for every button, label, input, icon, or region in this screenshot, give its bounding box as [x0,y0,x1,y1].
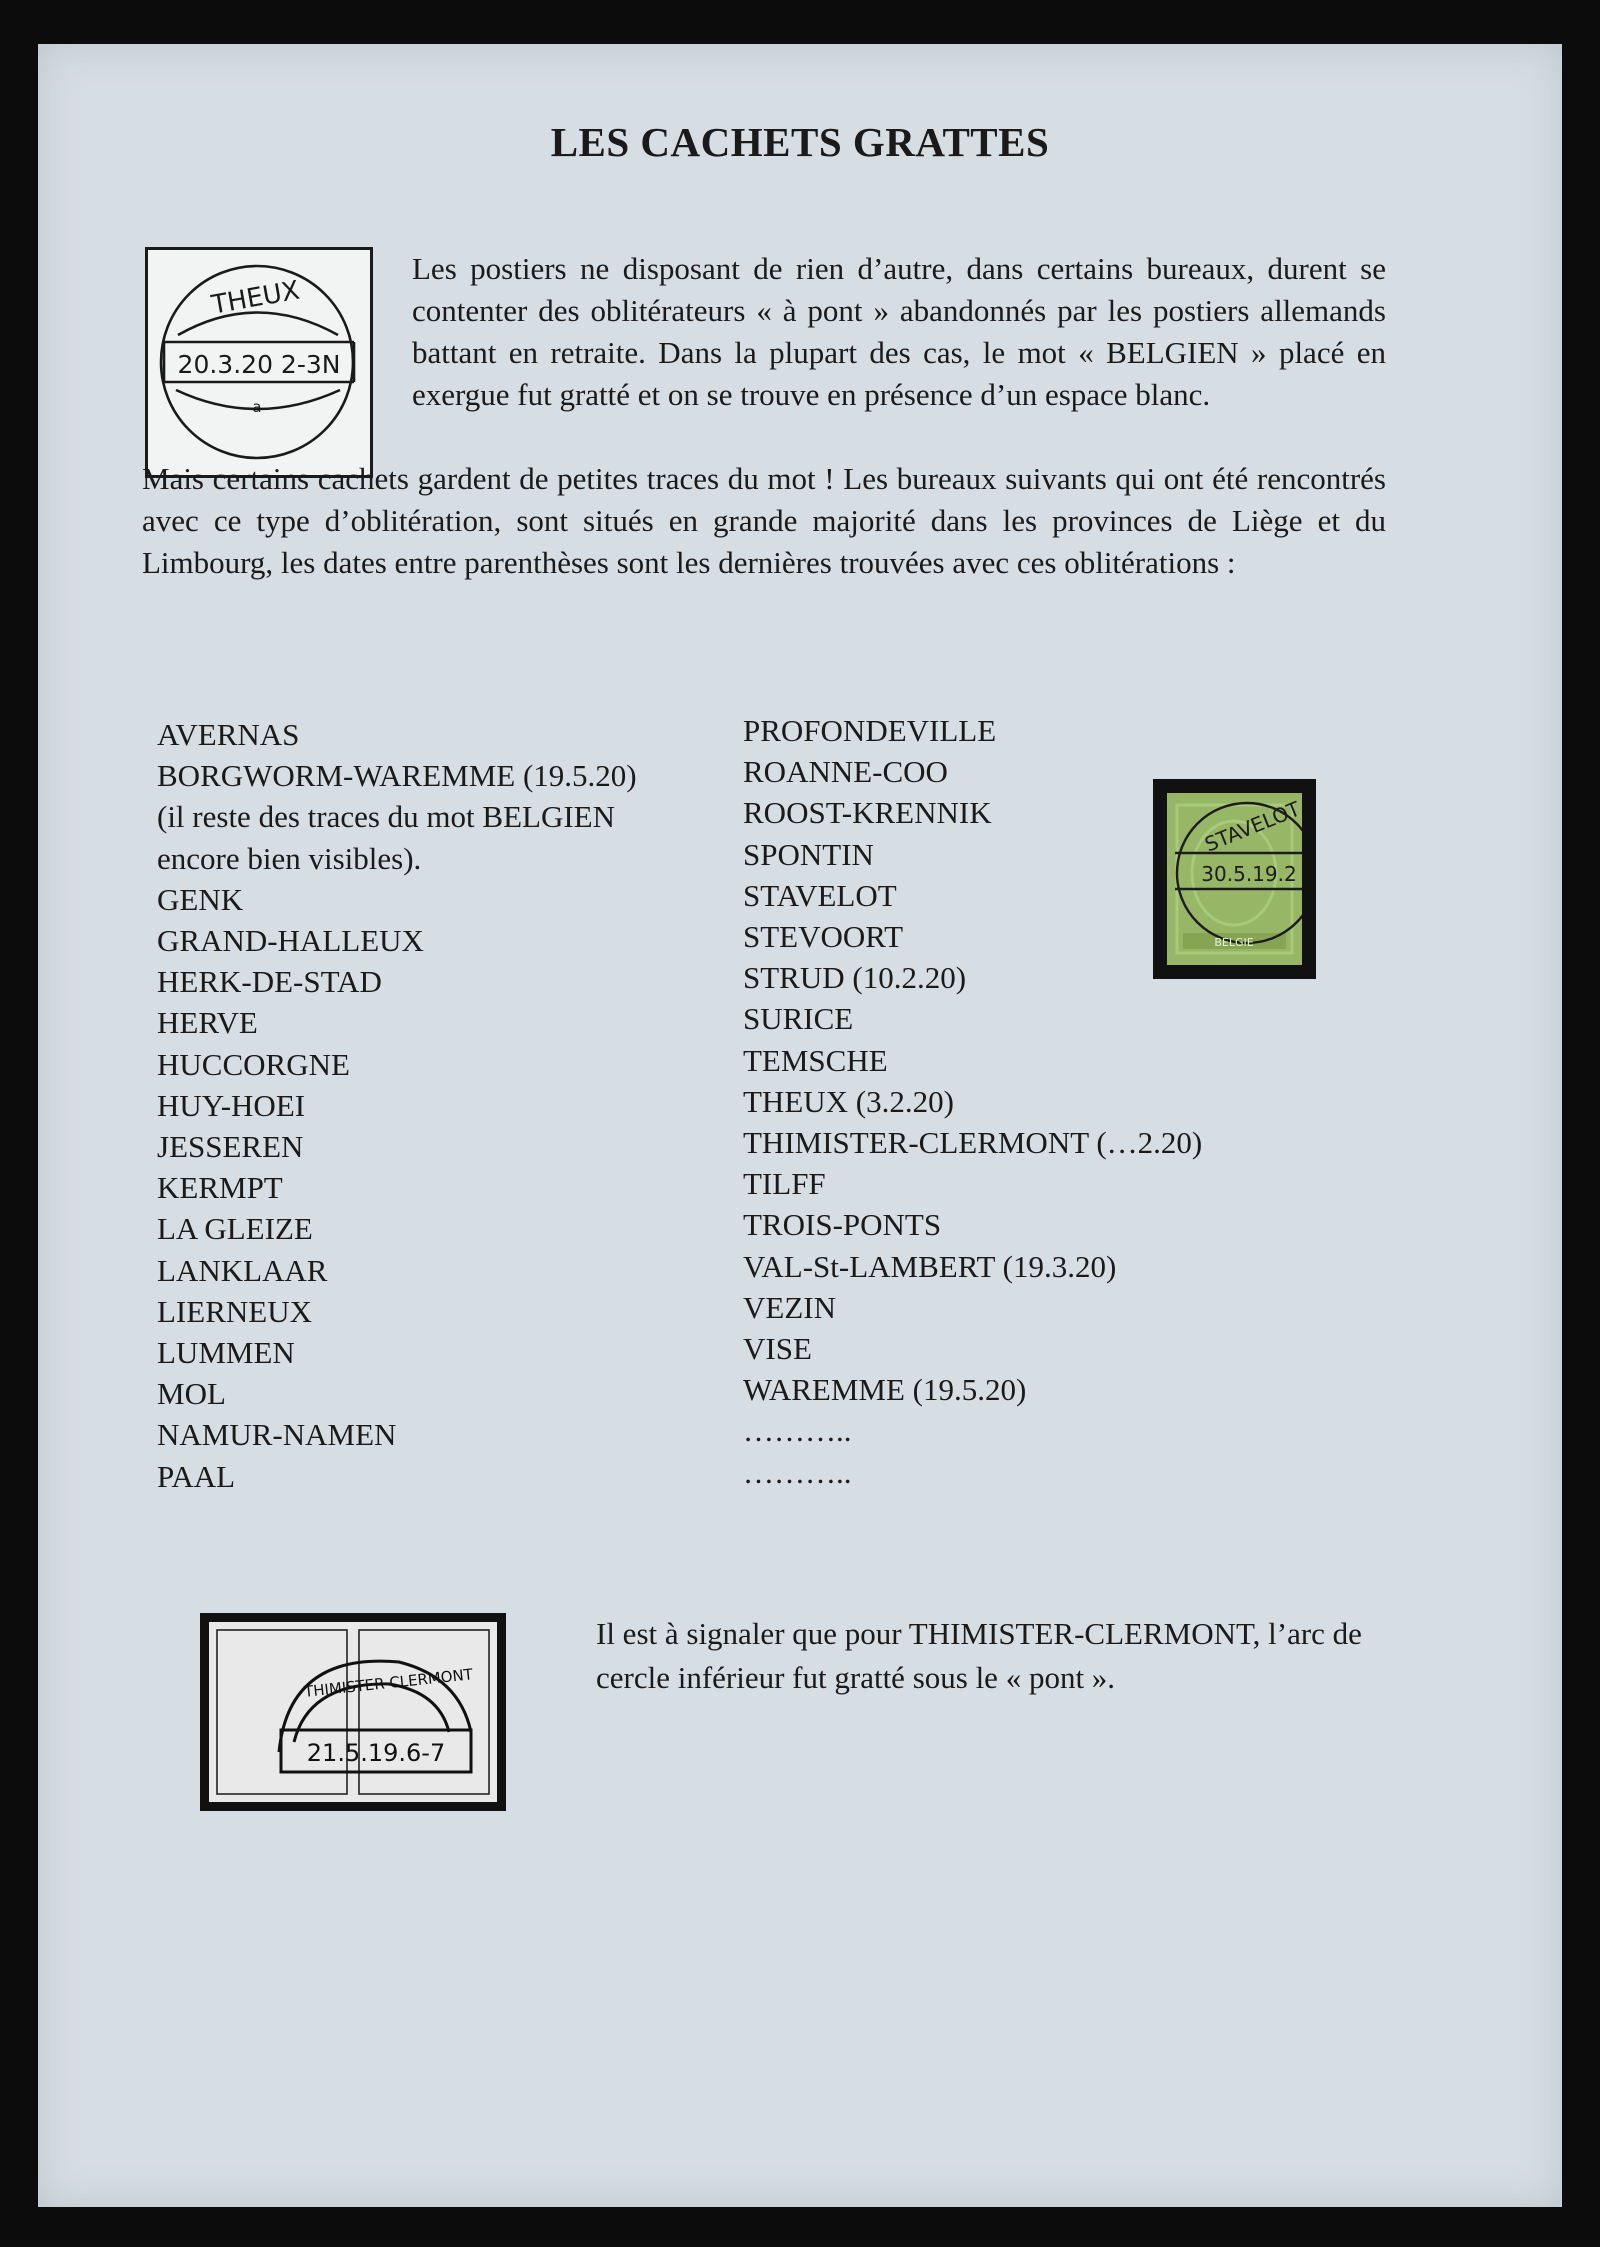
office-item: TILFF [743,1166,826,1202]
office-item: WAREMME (19.5.20) [743,1372,1027,1408]
office-item: TEMSCHE [743,1042,888,1078]
office-list-left [157,714,637,1497]
office-item: GENK [157,881,244,917]
office-item: VEZIN [743,1289,836,1325]
page-title: LES CACHETS GRATTES [550,119,1050,165]
intro-paragraph-continued: Mais certains cachets gardent de petites traces du mot ! Les bureaux suivants qui ont été rencontrés avec ce type d’oblitération, sont situés en grande majorité dans les provinces de Liège et du Limbourg, les dates entre parenthèses sont les dernières trouvées avec ces oblitérations : [142,461,1386,580]
office-item: PROFONDEVILLE [743,713,997,748]
stavelot-stamp-date: 30.5.19.2 [1201,862,1297,886]
office-item: KERMPT [157,1170,283,1206]
office-placeholder: ……….. [743,1413,852,1449]
office-item: STAVELOT [743,877,897,913]
office-item: LA GLEIZE [157,1211,313,1247]
theux-postmark-image [145,247,373,478]
office-item: HERK-DE-STAD [157,964,382,1000]
office-item: HERVE [157,1005,258,1041]
theux-stamp-date: 20.3.20 2-3N [177,350,341,379]
office-list-right [743,710,1202,1493]
office-item: JESSEREN [157,1129,304,1165]
stavelot-stamp-label: BELGIE [1214,936,1254,949]
theux-stamp-letter: a [252,398,262,416]
office-note: (il reste des traces du mot BELGIEN [157,799,615,835]
thimister-stamp-date: 21.5.19.6-7 [306,1739,446,1767]
office-item: THEUX (3.2.20) [743,1083,954,1119]
office-item: HUY-HOEI [157,1087,306,1123]
office-item: LIERNEUX [157,1293,312,1329]
office-item: GRAND-HALLEUX [157,923,424,959]
thimister-stamp-image [200,1613,506,1811]
office-item: VAL-St-LAMBERT (19.3.20) [743,1248,1117,1284]
office-item: SPONTIN [743,836,874,872]
office-item: AVERNAS [157,717,300,752]
thimister-stamp-town: THIMISTER-CLERMONT [303,1665,474,1701]
thimister-note: Il est à signaler que pour THIMISTER-CLERMONT, l’arc de cercle inférieur fut gratté sous le « pont ». [596,1616,1362,1695]
stavelot-stamp-town: STAVELOT [1201,796,1302,857]
stavelot-stamp-image [1153,779,1316,979]
office-item: BORGWORM-WAREMME (19.5.20) [157,758,637,794]
office-item: STEVOORT [743,919,904,955]
office-item: SURICE [743,1001,854,1037]
theux-stamp-town: THEUX [209,275,302,321]
office-placeholder: ……….. [743,1454,852,1490]
office-item: HUCCORGNE [157,1046,350,1082]
office-item: NAMUR-NAMEN [157,1417,397,1453]
office-item: TROIS-PONTS [743,1207,942,1243]
office-item: THIMISTER-CLERMONT (…2.20) [743,1125,1203,1161]
office-item: ROANNE-COO [743,754,948,790]
office-note: encore bien visibles). [157,840,422,876]
office-item: STRUD (10.2.20) [743,960,967,996]
office-item: LUMMEN [157,1335,295,1371]
office-item: ROOST-KRENNIK [743,795,992,831]
office-item: MOL [157,1376,226,1412]
office-item: PAAL [157,1458,236,1494]
intro-paragraph: Les postiers ne disposant de rien d’autre, dans certains bureaux, durent se contenter des oblitérateurs « à pont » abandonnés par les postiers allemands battant en retraite. Dans la plupart des cas, le mot « BELGIEN » placé en exergue fut gratté et on se trouve en présence d’un espace blanc. [412,251,1386,412]
office-item: LANKLAAR [157,1252,328,1288]
office-item: VISE [743,1331,812,1367]
